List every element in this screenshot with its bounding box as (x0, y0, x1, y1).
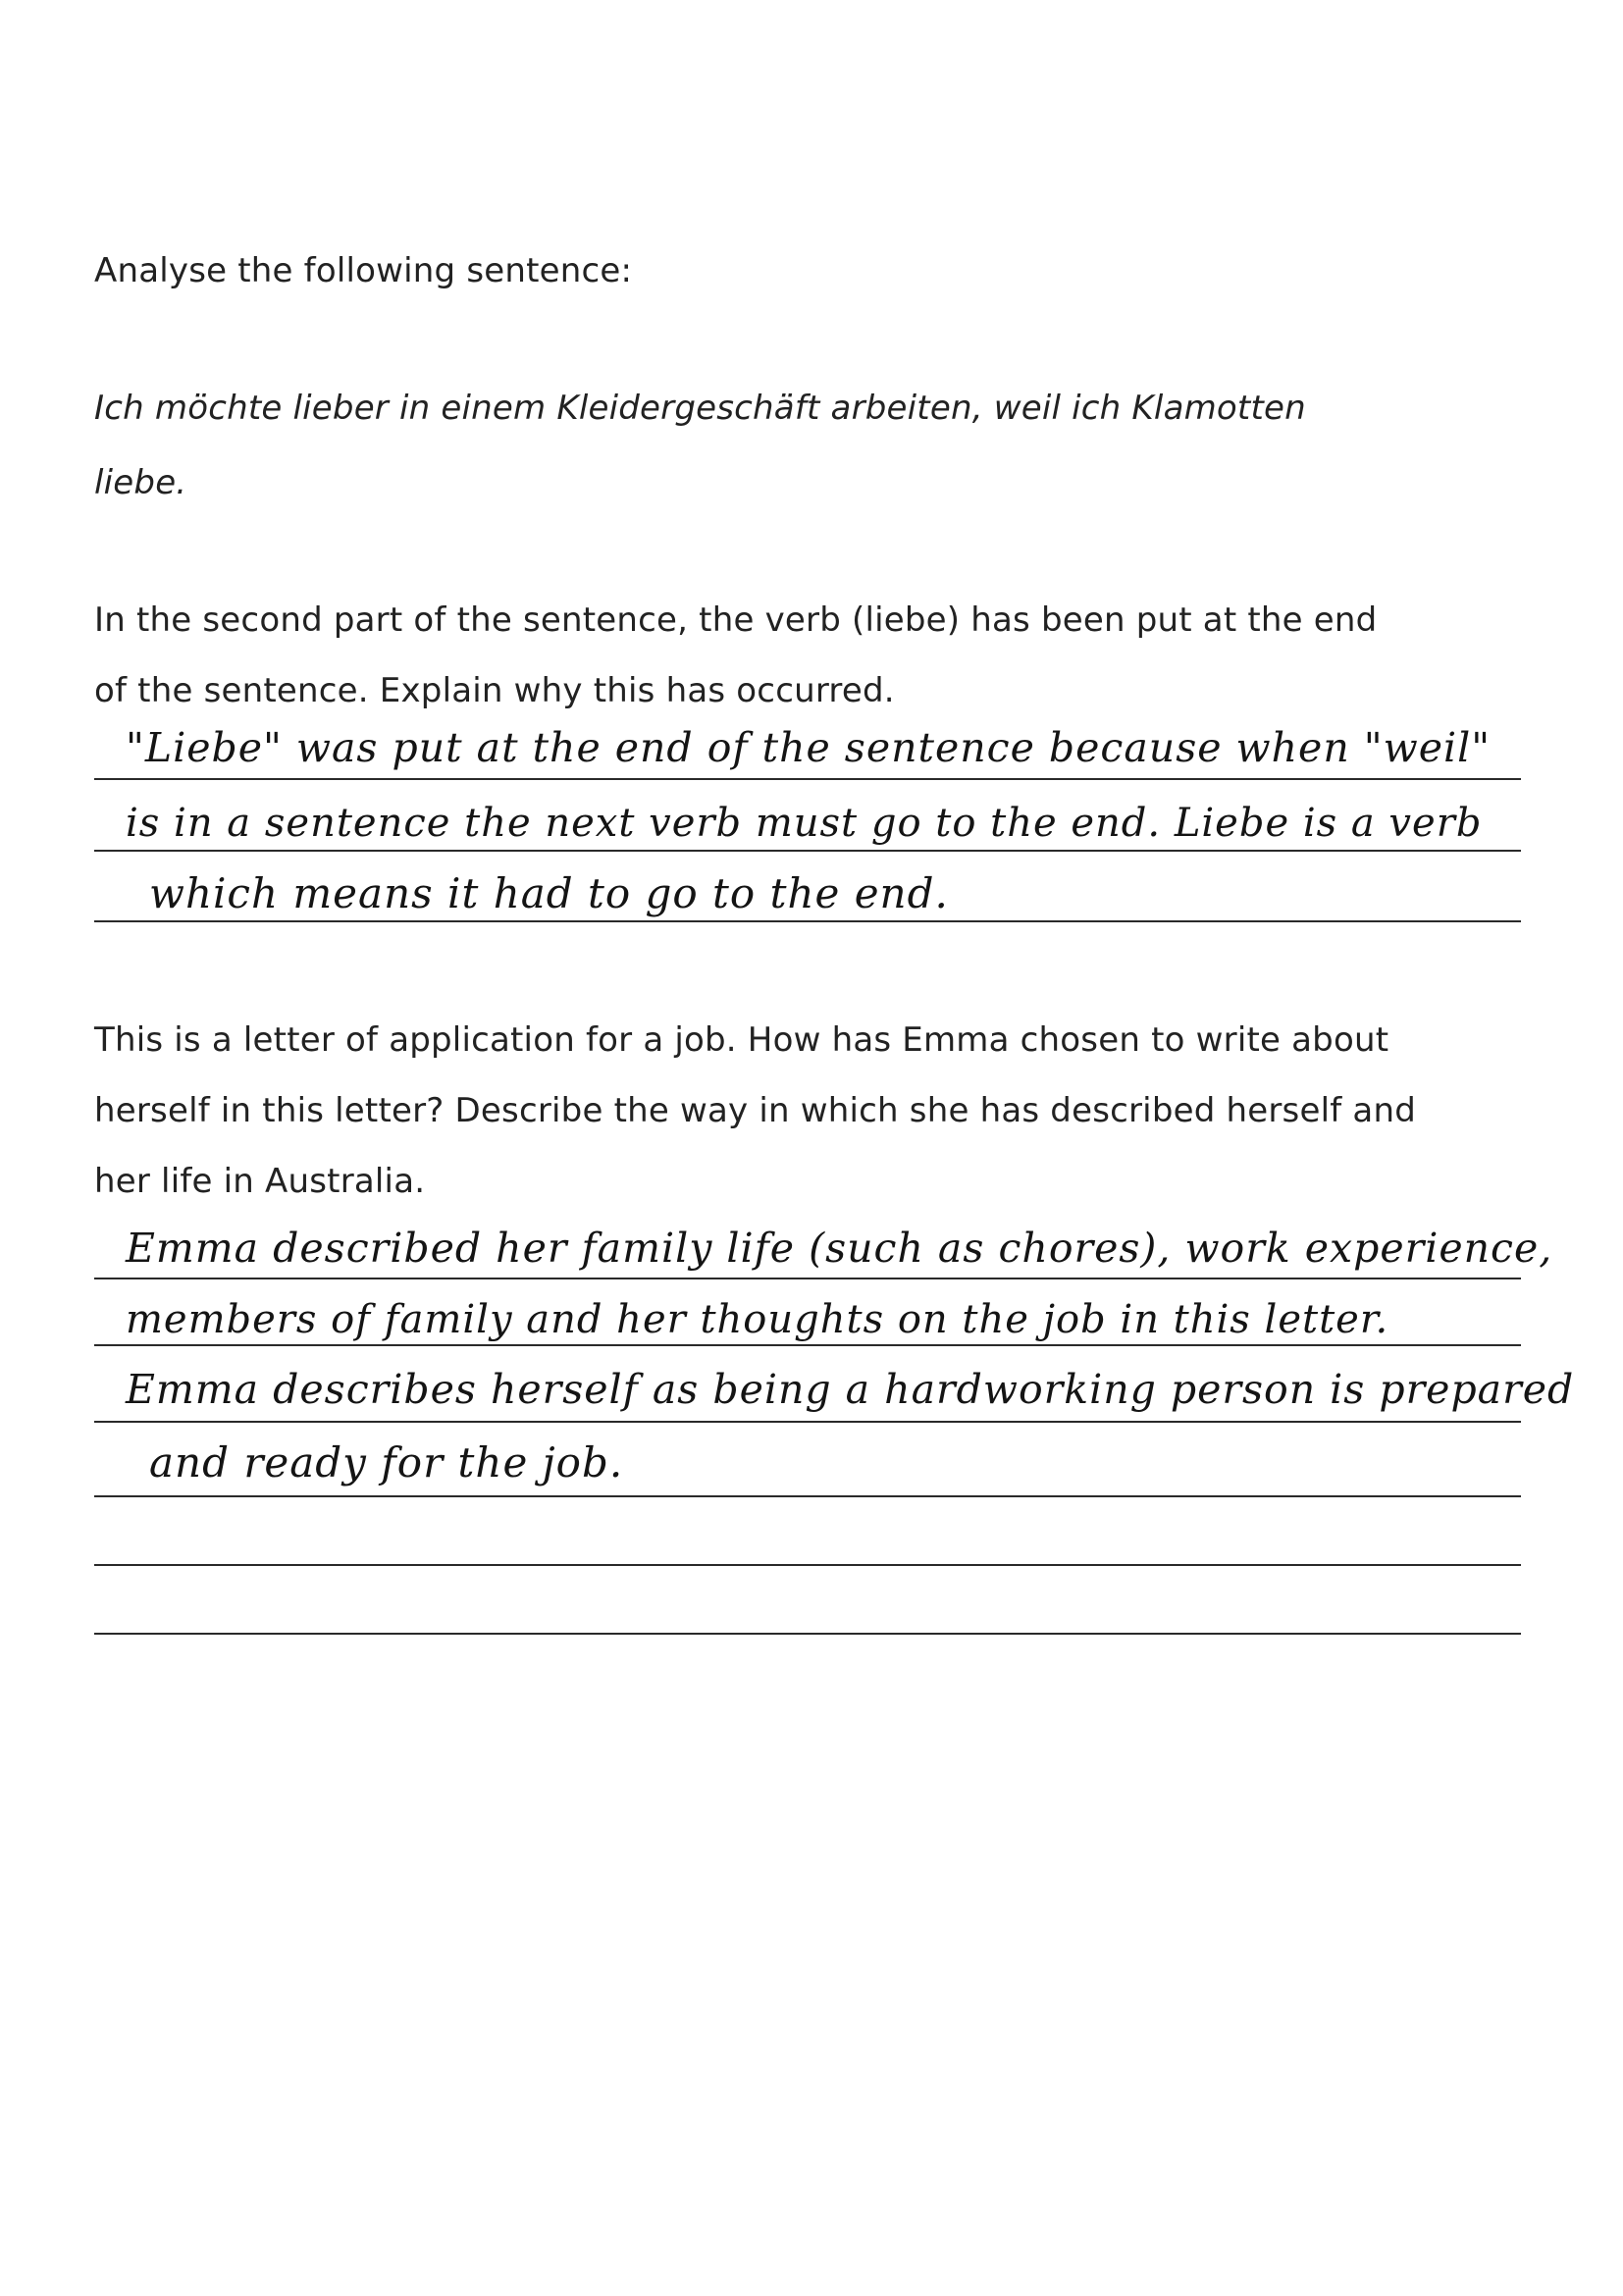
answer-rule (94, 920, 1521, 922)
answer-rule (94, 1633, 1521, 1635)
answer-rule (94, 1344, 1521, 1346)
question1-prompt: Analyse the following sentence: (94, 251, 633, 290)
german-sentence-line2: liebe. (94, 463, 187, 502)
question3-prompt-line3: her life in Australia. (94, 1162, 426, 1201)
question3-answer-line3: Emma describes herself as being a hardworking person is prepared (126, 1366, 1575, 1413)
question2-answer-line2: is in a sentence the next verb must go to the end. Liebe is a verb (126, 801, 1483, 846)
question2-prompt-line2: of the sentence. Explain why this has occurred. (94, 671, 895, 710)
question2-answer-line1: "Liebe" was put at the end of the sentence because when "weil" (126, 724, 1492, 771)
question3-answer-line4: and ready for the job. (149, 1438, 624, 1487)
question3-prompt-line2: herself in this letter? Describe the way in which she has described herself and (94, 1091, 1416, 1130)
german-sentence-line1: Ich möchte lieber in einem Kleidergeschäft arbeiten, weil ich Klamotten (94, 389, 1306, 428)
answer-rule (94, 1564, 1521, 1566)
question2-prompt-line1: In the second part of the sentence, the verb (liebe) has been put at the end (94, 600, 1378, 640)
question2-answer-line3: which means it had to go to the end. (149, 869, 949, 917)
answer-rule (94, 778, 1521, 780)
answer-rule (94, 850, 1521, 852)
question3-prompt-line1: This is a letter of application for a job. How has Emma chosen to write about (94, 1020, 1389, 1060)
question3-answer-line2: members of family and her thoughts on the job in this letter. (126, 1297, 1389, 1342)
answer-rule (94, 1278, 1521, 1279)
question3-answer-line1: Emma described her family life (such as chores), work experience, (126, 1225, 1553, 1272)
answer-rule (94, 1495, 1521, 1497)
answer-rule (94, 1421, 1521, 1423)
